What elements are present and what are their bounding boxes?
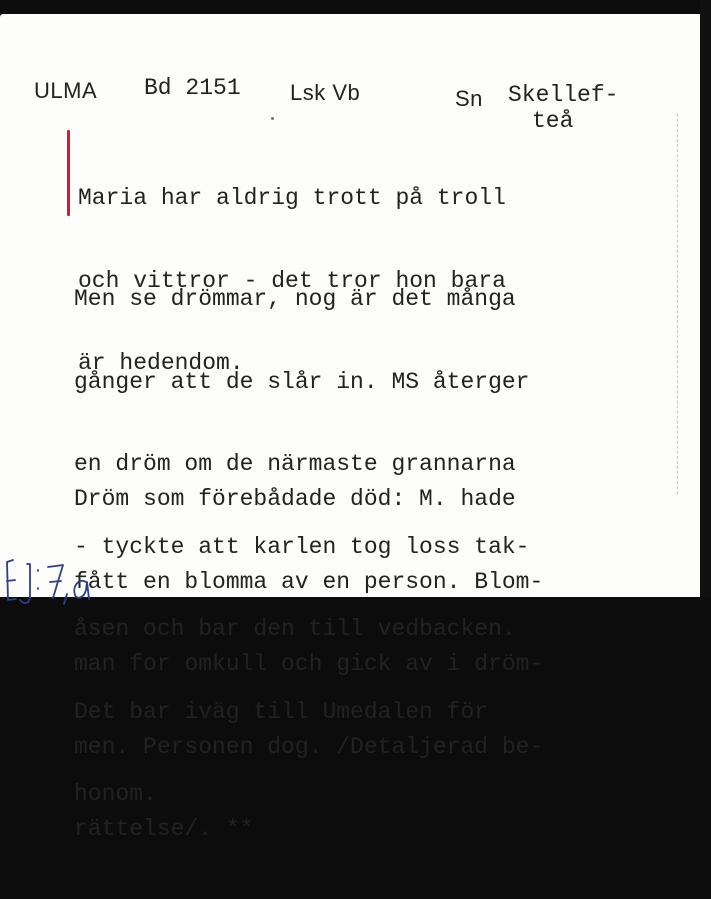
text-line: Men se drömmar, nog är det många <box>74 286 516 312</box>
archive-code: ULMA <box>34 78 98 103</box>
text-line: rättelse/. ** <box>74 816 254 842</box>
text-line: en dröm om de närmaste grannarna <box>74 451 516 477</box>
text-line: Maria har aldrig trott på troll <box>78 185 506 211</box>
county-label: Lsk Vb <box>290 80 361 105</box>
text-line: och vittror - det tror hon bara <box>78 267 506 294</box>
archive-card <box>0 14 700 842</box>
scan-edge <box>700 0 711 597</box>
text-line: Det bar iväg till Umedalen för <box>74 698 489 725</box>
text-line: man for omkull och gick av i dröm- <box>74 651 544 677</box>
text-line: - tyckte att karlen tog loss tak- <box>74 533 530 560</box>
paragraph-omen <box>74 431 543 899</box>
text-line: åsen och bar den till vedbacken. <box>74 616 516 642</box>
text-line: honom. <box>74 781 157 807</box>
parish-name-line2: teå <box>532 108 574 134</box>
text-line: är hedendom. <box>78 350 244 376</box>
record-number: Bd 2151 <box>144 75 241 101</box>
text-line: gånger att de slår in. MS återger <box>74 368 530 395</box>
text-line: men. Personen dog. /Detaljerad be- <box>74 733 544 760</box>
parish-name-line1: Skellef- <box>508 82 619 108</box>
margin-mark <box>67 130 70 216</box>
text-line: fått en blomma av en person. Blom- <box>74 568 544 595</box>
card-edge-line <box>677 114 678 494</box>
parish-prefix: Sn <box>455 86 483 111</box>
text-line: Dröm som förebådade död: M. hade <box>74 486 516 512</box>
handwritten-signum <box>3 554 103 608</box>
